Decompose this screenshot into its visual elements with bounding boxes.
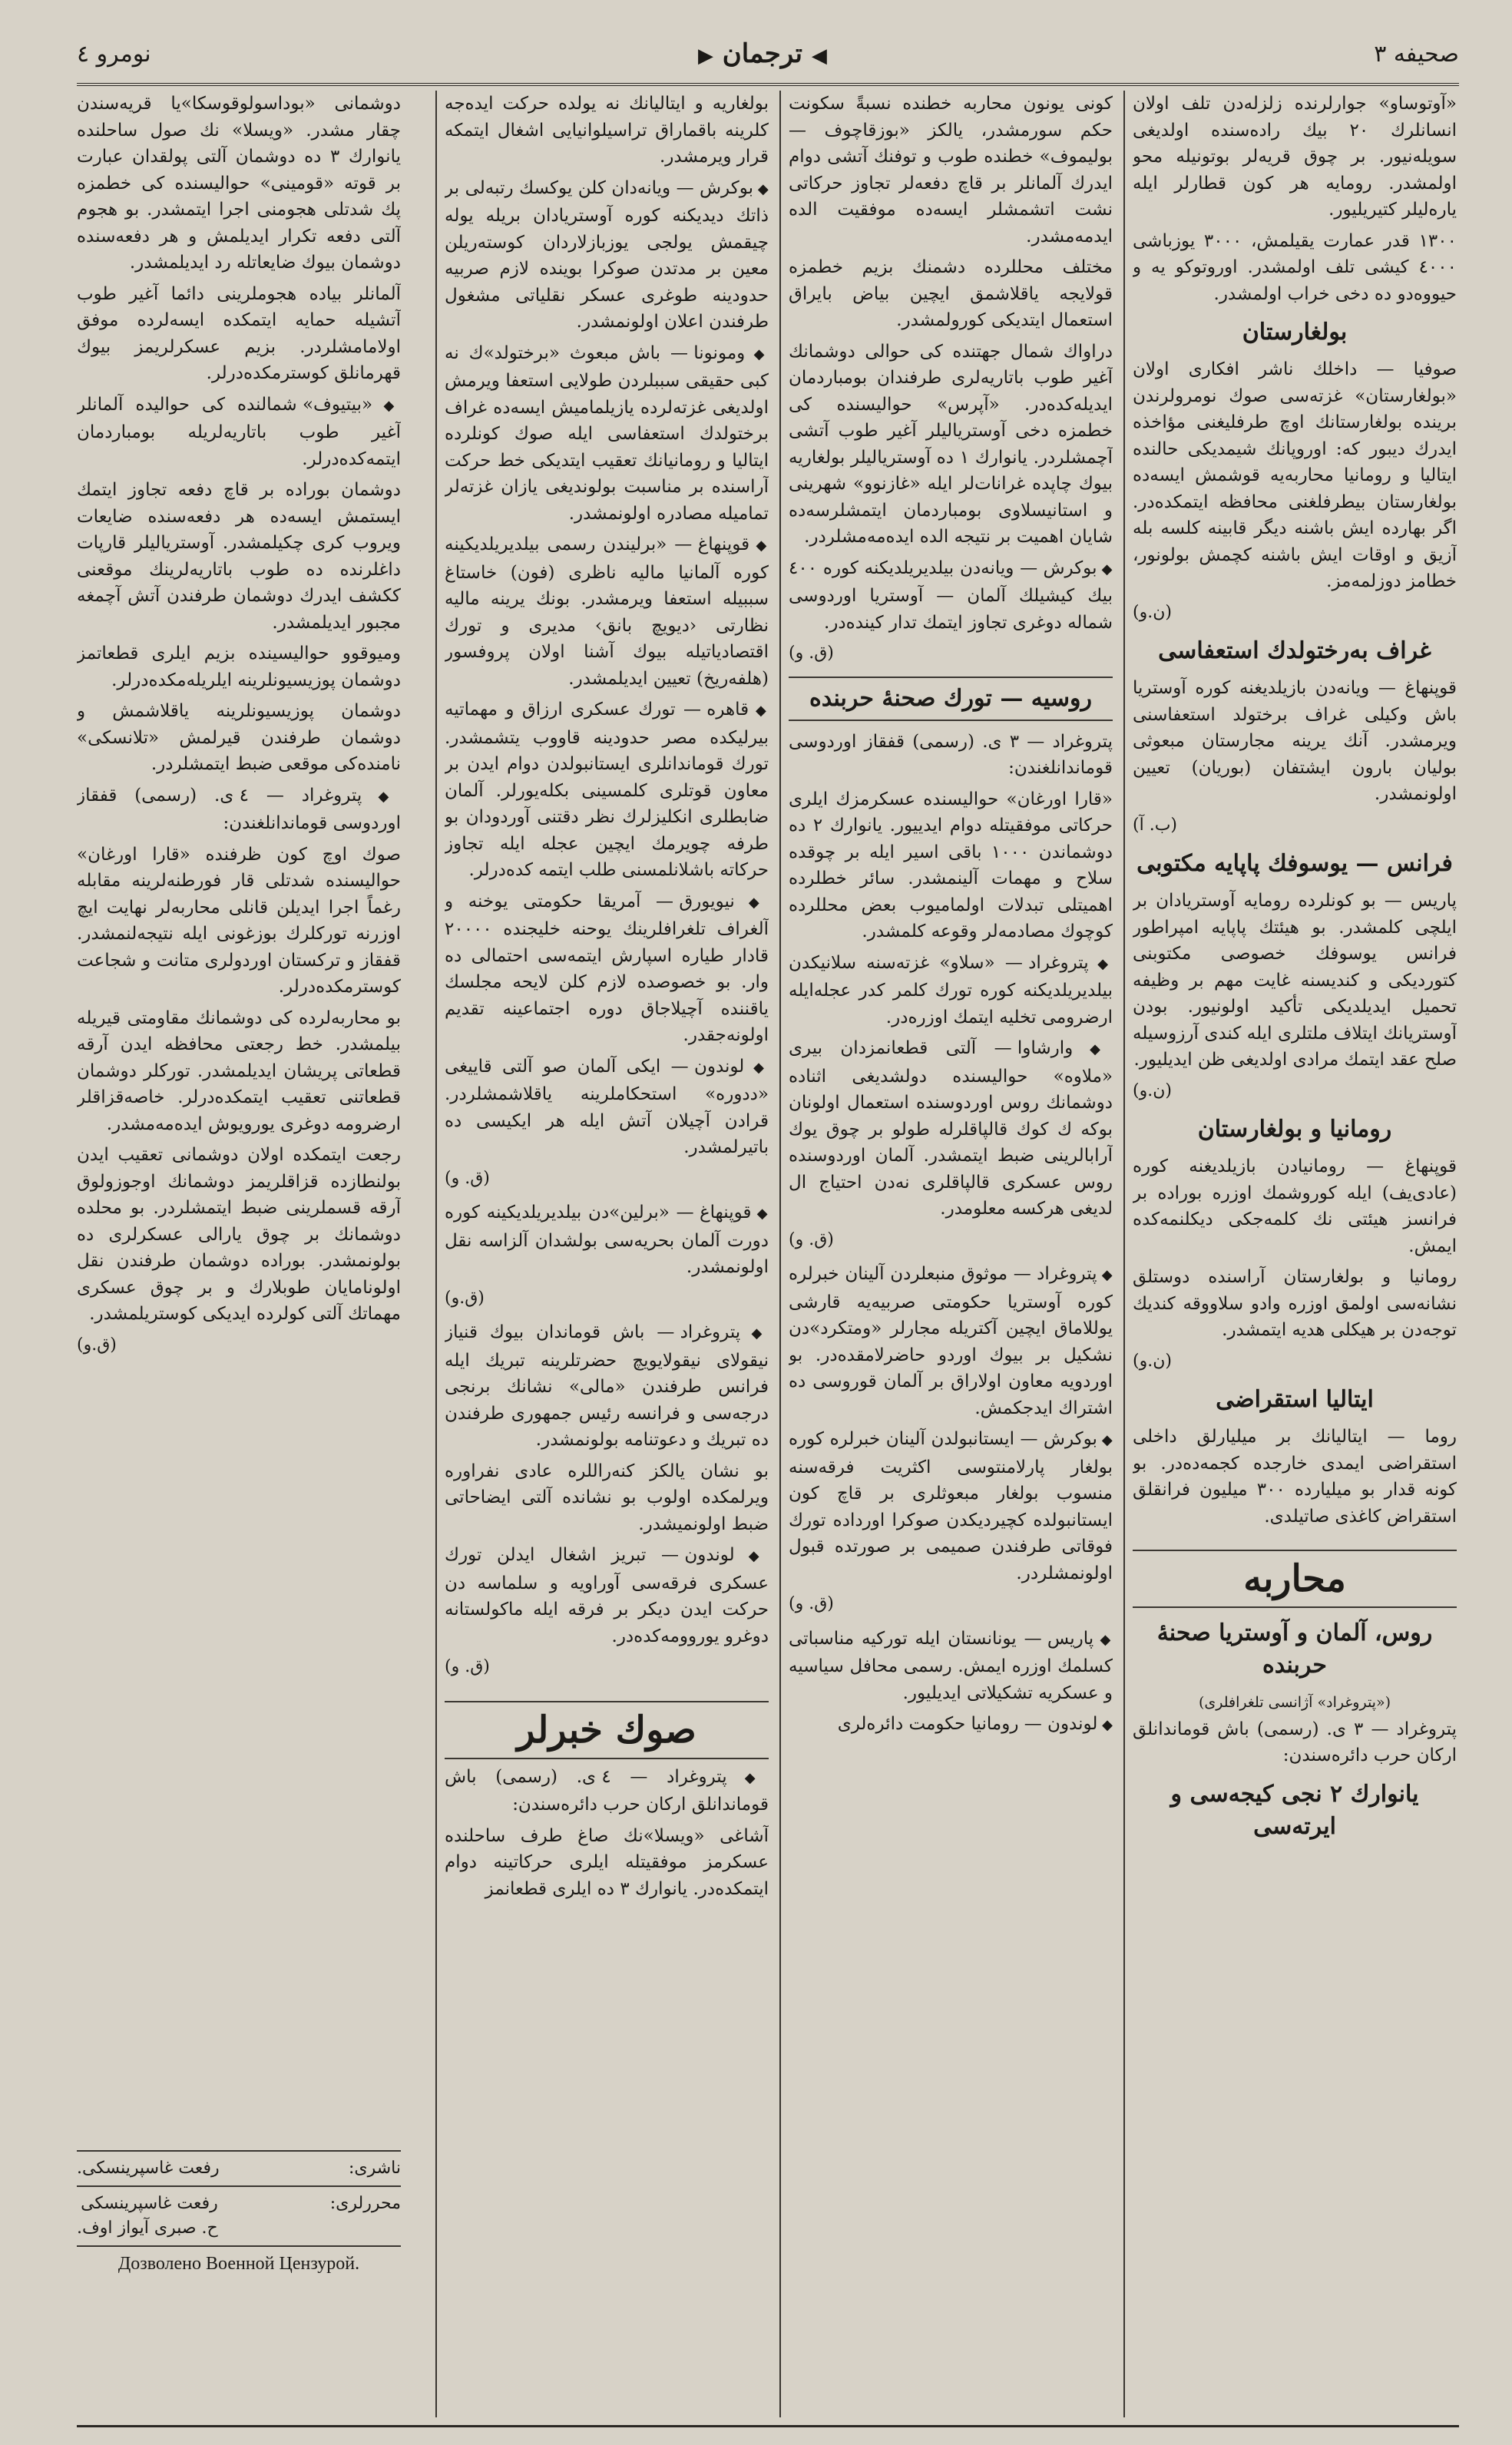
paragraph: ◆ لوندون — ایکی آلمان صو آلتی قاییغی «ددوره» استحکاملرینه یاقلاشمشلردر. قرادن آچیلان آتش ایله هر ایکیسی ده باتیرلمشدر.	[445, 1054, 769, 1161]
column-4	[77, 91, 401, 2141]
paragraph: ◆ بوکرش — ویانه‌دن بیلدیریلدیکنه کوره ٤٠٠ بیك کیشیلك آلمان — آوستریا اوردوسی شماله دوغری تجاوز ایتمك تدار کینده‌در.	[789, 555, 1113, 637]
editors-names	[77, 2192, 218, 2241]
censor-note: Дозволено Военной Цензурой.	[77, 2245, 401, 2276]
paragraph: آشاغی «ویسلا»نك صاغ طرف ساحلنده عسکرمز موفقیتله ایلری حرکاتینه دوام ایتمکده‌در. یانوارك ٣ ده ایلری قطعانمز	[445, 1825, 769, 1899]
page-label: صحیفه ٣	[1374, 40, 1459, 68]
editors-label: محررلری:	[329, 2194, 401, 2213]
paragraph: ◆ قوپنهاغ — «برلیندن رسمی بیلدیریلدیکینه کوره آلمانیا مالیه ناظری (فون) خاستاغ سببیله استعفا ویرمشدر. بونك یرینه مالیه نظارتی ‹دیویچ بانق› مدیری و تورك اقتصادیاتیله بیوك آشنا اولان پروفسور (هلفه‌ریخ) تعیین ایدیلمشدر.	[445, 531, 769, 692]
paragraph: ◆ لوندون — تبریز اشغال ایدلن تورك عسکری فرقه‌سی آوراویه و سلماسه دن حرکت ایدن دیکر بر فرقه ایله ماکولستانه دوغرو یوروومه‌کده‌در.	[445, 1542, 769, 1649]
masthead	[77, 31, 1459, 77]
column-divider	[779, 91, 781, 2417]
paragraph: ◆ وارشاوا — آلتی قطعانمزدان بیری «ملاوه» حوالیسنده دولشدیغی اثناده دوشمانك روس اوردوسنده استعمال اولونان بوکه ك کوك قالپاقلرله طولو بر چوق یوك آرابالرینی ضبط ایتمشدر. آلمان اوردوسنده روس عسکری قالپاقلری نه‌دن احتیاج ال لدیغی هرکسه معلومدر.	[789, 1035, 1113, 1222]
paragraph: مختلف محللرده دشمنك بزیم خطمزه قولایجه یاقلاشمق ایچین بیاض بایراق استعمال ایتدیکی کورولمشدر.	[789, 257, 1113, 330]
paragraph: ◆ بوکرش — ویانه‌دان کلن یوکسك رتبه‌لی بر ذاتك دیدیکنه کوره آوستریادان بریله یوله چیقمش یولجی یوزبازلاردان کوسته‌ریلن معین بر مدتدن صوکرا بوینده لازم صربیه حدودینه طوغری عسکر نقلیاتی مشغول طرفندن اعلان اولونمشدر.	[445, 175, 769, 336]
paragraph: ◆ پتروغراد — موثوق منبعلردن آلینان خبرلره کوره آوستریا حکومتی صربیه‌یه قارشی یوللاماق ایچین آکتریله مجارلر «ومتکرد»دن نشکیل بر بیوك اوردو حاضرلامقده‌در. بو اوردویه معاون اولاراق بر آلمان قوروسی ده اشتراك ایدجکمش.	[789, 1261, 1113, 1421]
paragraph: ◆ پتروغراد — «سلاو» غزته‌سنه سلانیکدن بیلدیریلدیکنه کوره تورك کلمر کدر عجله‌ایله ارضرومی تخلیه ایتمك اوزره‌در.	[789, 950, 1113, 1031]
column-divider	[435, 91, 437, 2417]
paragraph: دوشمان بوراده بر قاچ دفعه تجاوز ایتمك ایستمش ایسه‌ده هر دفعه‌سنده ضایعات ویروب کری چکیلمشدر. آوستریالیلر قارپات داغلرنده ده طوب باتاریه‌لرینك موقعنی ککشف ایدرك دوشمان طرفندن آتش آچمغه مجبور ایدیلمشدر.	[77, 480, 401, 633]
paragraph: پاریس — بو کونلرده رومایه آوستریادان بر ایلچی کلمشدر. بو هیئتك پاپایه امپراطور فرانس یوسوفك خصوصی مکتوبنی کتوردیکی و کندیسنه غایت مهم بر وظیفه تحمیل ایدیلدیکی تأکید اولونیور. بودن آوستریانك ایتلاف ملتلری ایله کندی آرزوسیله صلح عقد ایتمك مرادی اولدیغی ظن ایدیلیور.	[1133, 891, 1457, 1070]
paragraph: قوپنهاغ — رومانیادن بازیلدیغنه کوره (عادی‌یف) ایله کوروشمك اوزره بوراده بر فرانسز هیئتی نك کلمه‌جکی دیکلنمه‌کده ایمش.	[1133, 1156, 1457, 1256]
paragraph: دراواك شمال جهتنده کی حوالی دوشمانك آغیر طوب باتاریه‌لری طرفندان بومباردمان ایدیله‌کده‌در. «آپرس» حوالیسنده کی خطمزه دخی آوستریالیلر آغیر طوب آتشی آچمشلردر. یانوارك ١ ده آوستریالیلر بولغاریه بیوك چاپده غرانات‌لر ایله «غازنوو» شهرینی و استانیسلاوی بومباردمان ایتمشلرسه‌ده شایان اهمیت بر نتیجه الده ایده‌مه‌مشلردر.	[789, 341, 1113, 547]
ornament-right-icon: ▶	[697, 45, 713, 68]
paragraph: رومانیا و بولغارستان آراسنده دوستلق نشانه‌سی اولمق اوزره وادو سلاووقه کندیك توجه‌دن بر هیکلی هدیه ایتمشدر.	[1133, 1267, 1457, 1340]
paragraph: قوپنهاغ — ویانه‌دن بازیلدیغنه کوره آوستریا باش وکیلی غراف برختولد استعفاسنی ویرمشدر. آنك یرینه مجارستان مبعوثی بولیان بارون ایشتفان (بوریان) تعیین اولونمشدر.	[1133, 678, 1457, 804]
paragraph: روما — ایتالیانك بر میلیارلق داخلی استقراضی ایمدی خارجده کجمه‌ده‌در. بو کونه قدار بو میلیارده ٣٠٠ میلیون فرانقلق استقراض کاغذی صاتیلدی.	[1133, 1427, 1457, 1527]
paragraph: «آوتوساو» جوارلرنده زلزله‌دن تلف اولان انسانلرك ٢٠ بیك راده‌سنده اولدیغی سویله‌نیور. بر چوق قریه‌لر بوتونیله محو اولمشدر. رومایه هر کون قطارلر ایله یاره‌لیلر کتیریلیور.	[1133, 94, 1457, 220]
source-signature: (ق. و)	[789, 1229, 834, 1249]
publisher-label: ناشری:	[348, 2159, 401, 2178]
paragraph: ◆ پتروغراد — باش قوماندان بیوك قنیاز نیقولای نیقولایویچ حضرتلرینه تبریك ایله فرانس طرفندن «مالی» نشانك برنجی درجه‌سی و فرانسه رئیس جمهوری طرفندن ده تبریك و دعوتنامه بولونمشدر.	[445, 1319, 769, 1454]
column-1	[1133, 91, 1457, 2417]
section-heading: غراف بەرختولدك استعفاسی	[1158, 637, 1431, 664]
paragraph: پتروغراد — ٣ ی. (رسمی) قفقاز اوردوسی قوماندانلغندن:	[789, 731, 1113, 778]
war-heading: محاربه	[1133, 1550, 1457, 1608]
paragraph: ◆ ومونونا — باش مبعوث «برختولد»ك نه کبی حقیقی سببلردن طولایی استعفا ویرمش اولدیغی غزته‌لرده یازیلمامیش ایسه‌ده غراف برختولدك استعفاسی ایله صوك کونلرده ایتالیا و رومانیانك تعقیب ایتدیکی خط حرکت آراسنده بر مناسبت بولوندیغی یازان غزته‌لر تمامیله مصادره اولونمشدر.	[445, 340, 769, 528]
paragraph: ومیوقوو حوالیسینده بزیم ایلری قطعاتمز دوشمان پوزیسیونلرینه ایلریله‌مکده‌درلر.	[77, 644, 401, 690]
paragraph: ١٣٠٠ قدر عمارت یقیلمش، ٣٠٠٠ یوزباشی ٤٠٠٠ کیشی تلف اولمشدر. اوروتوکو یه و حیووه‌دو ده دخی خراب اولمشدر.	[1133, 230, 1457, 304]
paragraph: ◆ پتروغراد — ٤ ی. (رسمی) باش قوماندانلق ارکان حرب دائره‌سندن:	[445, 1764, 769, 1818]
paragraph: ◆ لوندون — رومانیا حکومت دائره‌لری	[789, 1711, 1113, 1739]
section-heading: روسیه — تورك صحنهٔ حربنده	[789, 677, 1113, 721]
paragraph: ◆ قوپنهاغ — «برلین»دن بیلدیریلدیکینه کوره دورت آلمان بحریه‌سی بولشدان آلزاسه نقل اولونمشدر.	[445, 1199, 769, 1281]
editor-name: ح. صبری آیواز اوف.	[77, 2218, 218, 2238]
column-divider	[1123, 91, 1125, 2417]
source-signature: (ق. و)	[789, 644, 834, 663]
paragraph: بو محاربه‌لرده کی دوشمانك مقاومتی قیریله بیلمشدر. خط رجعتی محافظه ایدن آرقه قطعاتی پریشان ایدیلمشدر. تورکلر دوشمان قطعاتنی تعقیب ایتمکده‌درلر. خاصه‌قزاقلر ارضرومه دوغری یورویوش ایده‌مه‌مشدر.	[77, 1007, 401, 1134]
imprint-box	[77, 2150, 401, 2276]
editor-name: رفعت غاسپرینسکی	[81, 2194, 218, 2213]
source-signature: (ق.و)	[77, 1335, 117, 1355]
paragraph: ◆ «بیتیوف» شمالنده کی حوالیده آلمانلر آغیر طوب باتاریه‌لریله بومباردمان ایتمه‌کده‌درلر.	[77, 392, 401, 473]
source-signature: (ن.و)	[1133, 1080, 1172, 1100]
issue-label: نومرو ٤	[77, 40, 151, 68]
source-signature: (ن.و)	[1133, 1351, 1172, 1371]
ornament-left-icon: ◀	[811, 45, 827, 68]
source-signature: (ق.و)	[445, 1288, 485, 1308]
section-heading: رومانیا و بولغارستان	[1197, 1116, 1392, 1143]
paragraph: بولغاریه و ایتالیانك نه یولده حرکت ایده‌جه کلرینه باقماراق تراسیلوانیایی اشغال ایتمکه قرار ویرمشدر.	[445, 94, 769, 167]
paragraph: آلمانلر بیاده هجوملرینی دائما آغیر طوب آتشیله حمایه ایتمکده ایسه‌لرده موفق اولامامشلردر. بزیم عسکرلریمز بیوك قهرمانلق کوسترمکده‌درلر.	[77, 283, 401, 383]
paragraph: ◆ نیویورق — آمریقا حکومتی یوخنه و آلغراف تلغرافلرینك یوحنه خلیجنده ٢٠٠٠٠ قادار طیاره اسپارش ایتمه‌سی احتمالی ده وار. بو خصوصده لازم کلن لایحه مجلسك یاقننده آچیلاجاق دوره اجتماعینه تقدیم اولونه‌جقدر.	[445, 888, 769, 1049]
publisher-name: رفعت غاسپرینسکی.	[77, 2159, 220, 2178]
paragraph: «قارا اورغان» حوالیسنده عسکرمزك ایلری حرکاتی موفقیتله دوام ایدییور. یانوارك ٢ ده دوشماندن ١٠٠٠ باقی اسیر ایله بر چوقده سلاح و مهمات آلینمشدر. سائر خطلرده اهمیتلی تبدلات اولمامیوب بعض محللرده کوچوك مصادمه‌لر وقوعه کلمشدر.	[789, 789, 1113, 941]
column-2	[789, 91, 1113, 2417]
newspaper-title	[698, 38, 827, 69]
paragraph: ◆ پتروغراد — ٤ ی. (رسمی) قفقاز اوردوسی قوماندانلغندن:	[77, 782, 401, 837]
section-heading: فرانس — یوسوفك پاپایه مکتوبی	[1136, 850, 1453, 877]
late-news-heading: صوك خبرلر	[445, 1701, 769, 1759]
paragraph: دوشمانی «بوداسولوقوسکا»یا قریه‌سندن چقار مشدر. «ویسلا» نك صول ساحلنده یانوارك ٣ ده دوشمان آلتی پولقدان عبارت بر قوته «قومینی» حوالیسنده کی خطمزه پك شدتلی هجومنی اجرا ایتمشدر. بو هجوم آلتی دفعه تکرار ایدیلمش و هر دفعه‌سنده دوشمان بیوك ضایعاتله رد ایدیلمشدر.	[77, 94, 401, 273]
masthead-rule	[77, 83, 1459, 86]
paragraph: بو نشان یالکز کنه‌راللره عادی نفراوره ویرلمکده اولوب بو نشانده آلتی ایضاحاتی ضبط اولونمیشدر.	[445, 1461, 769, 1534]
newspaper-title-text: ترجمان	[722, 38, 803, 69]
source-signature: (ق. و)	[789, 1594, 834, 1613]
source-signature: (ق. و)	[445, 1657, 490, 1676]
paragraph: ◆ قاهره — تورك عسکری ارزاق و مهماتیه بیرلیکده مصر حدودینه قاووب یتشمشدر. تورك قوماندانلری ایستانبولدن دوام ایدن بر معاون قوتلری کلمسینی بکله‌یورلر. آلمان ضابطلری انکلیزلرك نظر دقتنی آوردودان بو طرفه چویرمك ایچین عجله ایله تجاوز حرکاته باشلانلمسنی طلب ایتمه کده‌درلر.	[445, 696, 769, 884]
publisher-row	[77, 2150, 401, 2185]
paragraph: صوفیا — داخلك ناشر افکاری اولان «بولغارستان» غزته‌سی صوك نومرولرندن برینده بولغارستانك اوچ طرفلیغنی مؤاخذه ایدرك دیبور که: اوروپانك شیمدیکی حالنده ایتالیا و رومانیا محاربه‌یه قوشمش ایسه‌ده بولغارستان بیطرفلغنی محافظه ایتمکده‌در. اگر بهارده ایش باشنه دیگر قابینه کلسه بله آزیق و اوقات ایش باشنه کچمش بولونور، خطامز دوزلمه‌مز.	[1133, 359, 1457, 591]
section-heading: روس، آلمان و آوستریا صحنهٔ حربنده	[1156, 1620, 1433, 1679]
paragraph: دوشمان پوزیسیونلرینه یاقلاشمش و دوشمان طرفندن قیرلمش «تلانسکی» نامنده‌کی موقعی ضبط ایتمشلردر.	[77, 701, 401, 774]
paragraph: صوك اوچ کون ظرفنده «قارا اورغان» حوالیسنده شدتلی قار فورطنه‌لرینه مقابله رغماً اجرا ایدیلن قانلی محاربه‌لر نهایت ایچ اوزرنه تورکلرك بوزغونی ایله نتیجه‌لنمشدر. قفقاز و ترکستان اوردولری متانت و شجاعت کوسترمکده‌درلر.	[77, 844, 401, 997]
paragraph: ◆ بوکرش — ایستانبولدن آلینان خبرلره کوره بولغار پارلامنتوسی اکثریت فرقه‌سنه منسوب بولغار مبعوثلری بر قاچ کون ایستانبولده کچیردیکدن صوکرا اورداده تورك فوقاتی طرفندن صمیمی بر صورتده قبول اولونمشلردر.	[789, 1426, 1113, 1586]
source-signature: (ق. و)	[445, 1168, 490, 1188]
source-signature: (ب. آ)	[1133, 815, 1177, 835]
editors-row	[77, 2185, 401, 2245]
column-3	[445, 91, 769, 2417]
section-heading: ایتالیا استقراضی	[1216, 1386, 1374, 1413]
paragraph: ◆ پاریس — یونانستان ایله تورکیه مناسباتی کسلمك اوزره ایمش. رسمی محافل سیاسیه و عسکریه تشکیلاتی ایدیلیور.	[789, 1626, 1113, 1707]
bottom-rule	[77, 2425, 1459, 2427]
paragraph: رجعت ایتمکده اولان دوشمانی تعقیب ایدن بولنطازده قزاقلریمز دوشمانك اوجوزولوق آرقه قسملرینی ضبط ایتمشلردر. بو محلده دوشمانك بر چوق یارالی عسکرلری ده بولونمشدر. بوراده دوشمان طرفندن نقل اولونامایان طوبلارك و بر چوق عسکری مهماتك آلتی کولرده ایدیکی کوستریلمشدر.	[77, 1145, 401, 1324]
section-heading: بولغارستان	[1242, 319, 1348, 346]
agency-note: («پتروغراد» آژانسی تلغرافلری)	[1198, 1694, 1391, 1711]
paragraph: پتروغراد — ٣ ی. (رسمی) باش قوماندانلق ارکان حرب دائره‌سندن:	[1133, 1719, 1457, 1765]
source-signature: (ن.و)	[1133, 602, 1172, 622]
section-heading: یانوارك ٢ نجی کیجه‌سی و ایرته‌سی	[1170, 1780, 1419, 1840]
paragraph: کونی یونون محاربه خطنده نسبةً سکونت حکم سورمشدر، یالکز «بوزقاچوف — بولیموف» خطنده طوب و توفنك آتشی دوام ایدرك آلمانلر بر قاچ دفعه‌لر تجاوز حرکاتی نشت اتشمشلر ایسه‌ده موفقیت الده ایدمه‌مشدر.	[789, 94, 1113, 246]
